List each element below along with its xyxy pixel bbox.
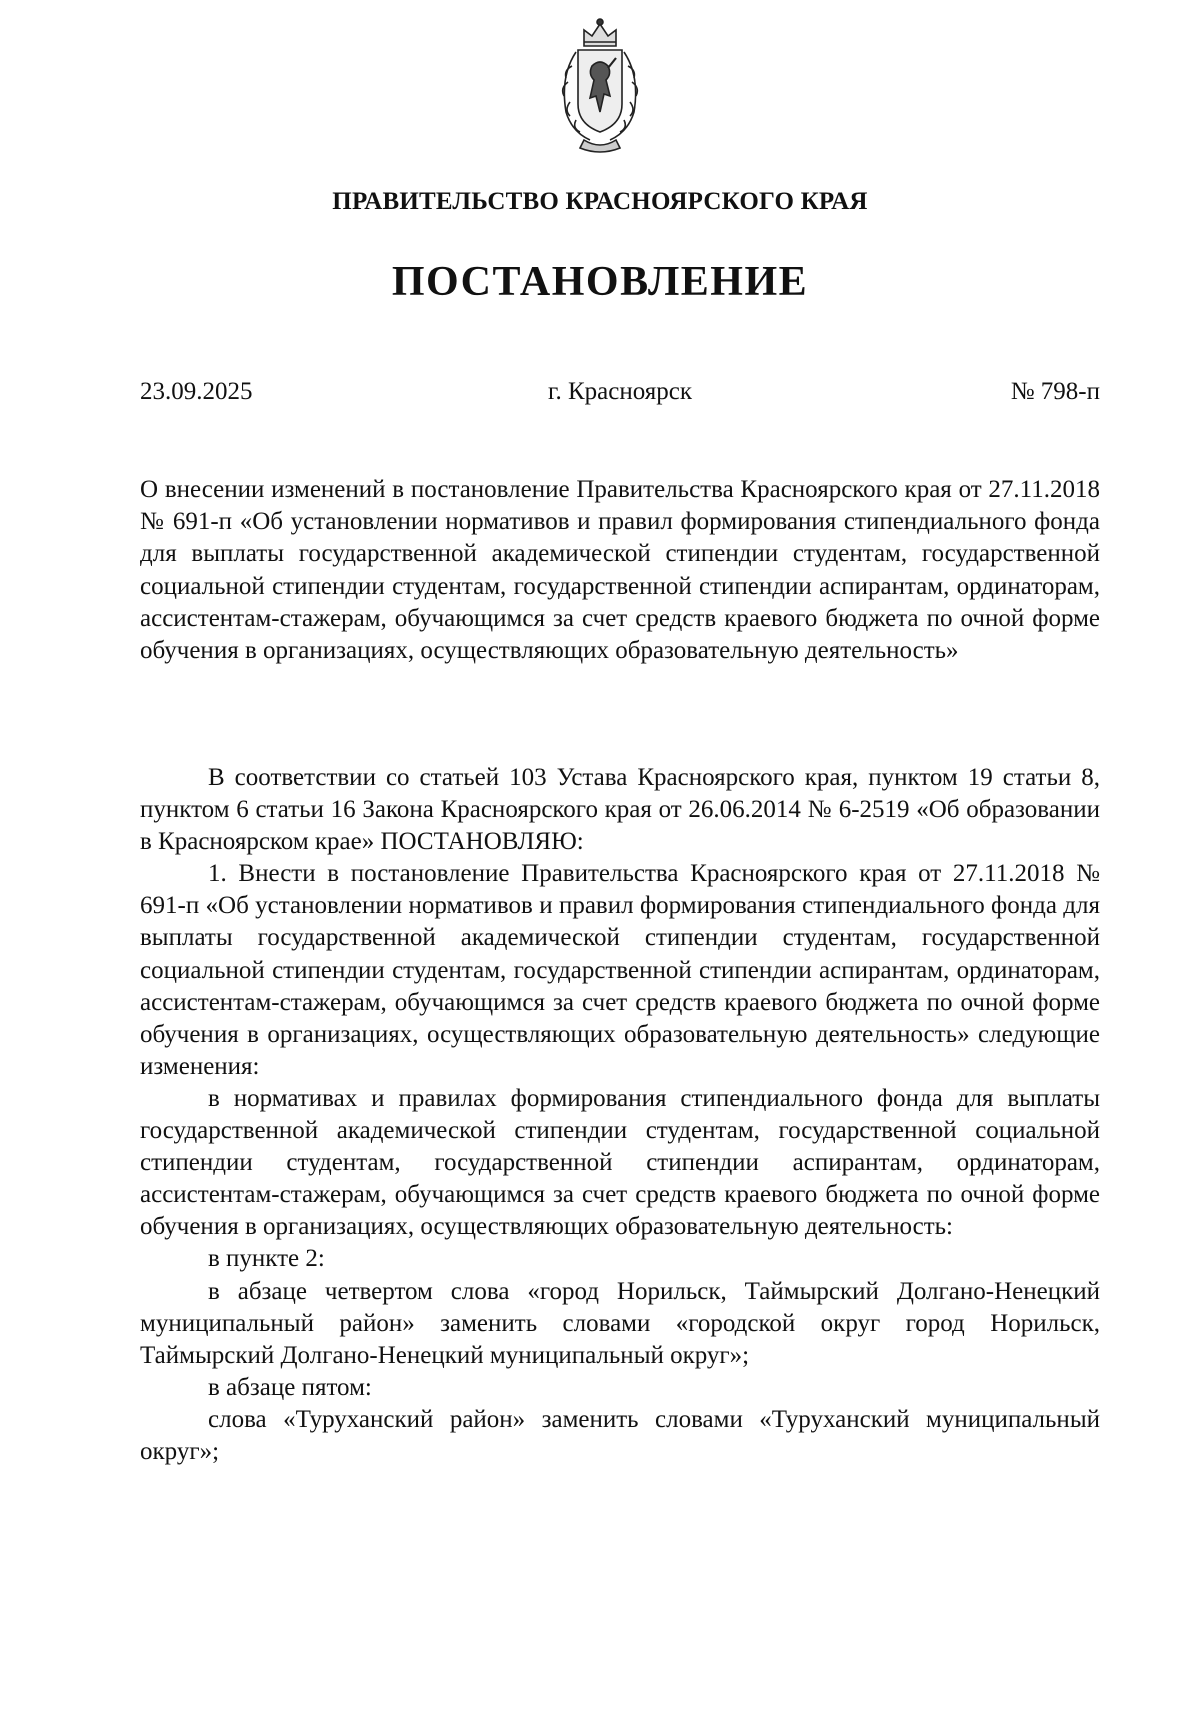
body-paragraph: слова «Туруханский район» заменить словами «Туруханский муниципальный округ»; xyxy=(140,1405,1100,1465)
document-title: О внесении изменений в постановление Правительства Красноярского края от 27.11.2018 № 691-п «Об установлении нормативов и правил формирования стипендиального фонда для выплаты государственной академической стипендии студентам, государственной социальной стипендии студентам, государственной стипендии аспирантам, ординаторам, ассистентам-стажерам, обучающимся за счет средств краевого бюджета по очной форме обучения в организациях, осуществляющих образовательную деятельность» xyxy=(140,476,1100,665)
document-body xyxy=(140,762,1100,1468)
organization-name: ПРАВИТЕЛЬСТВО КРАСНОЯРСКОГО КРАЯ xyxy=(332,188,868,215)
document-city: г. Красноярск xyxy=(548,378,692,405)
body-paragraph: В соответствии со статьей 103 Устава Красноярского края, пунктом 19 статьи 8, пунктом 6 статьи 16 Закона Красноярского края от 26.06.2014 № 6-2519 «Об образовании в Красноярском крае» ПОСТАНОВЛЯЮ: xyxy=(140,764,1100,856)
document-type-heading: ПОСТАНОВЛЕНИЕ xyxy=(391,259,809,305)
body-paragraph: в абзаце пятом: xyxy=(208,1373,372,1401)
body-paragraph: в абзаце четвертом слова «город Норильск, Таймырский Долгано-Ненецкий муниципальный район» заменить словами «городской округ город Норильск, Таймырский Долгано-Ненецкий муниципальный округ»; xyxy=(140,1277,1100,1369)
body-paragraph: в пункте 2: xyxy=(208,1245,325,1273)
document-number: № 798-п xyxy=(1010,378,1100,405)
krasnoyarsk-krai-coat-of-arms-icon xyxy=(550,16,650,156)
document-meta-line xyxy=(140,378,1100,412)
body-paragraph: в нормативах и правилах формирования стипендиального фонда для выплаты государственной академической стипендии студентам, государственной социальной стипендии студентам, государственной стипендии аспирантам, ординаторам, ассистентам-стажерам, обучающимся за счет средств краевого бюджета по очной форме обучения в организациях, осуществляющих образовательную деятельность: xyxy=(140,1084,1100,1241)
document-date: 23.09.2025 xyxy=(140,378,253,405)
body-paragraph: 1. Внести в постановление Правительства Красноярского края от 27.11.2018 № 691-п «Об установлении нормативов и правил формирования стипендиального фонда для выплаты государственной академической стипендии студентам, государственной социальной стипендии студентам, государственной стипендии аспирантам, ординаторам, ассистентам-стажерам, обучающимся за счет средств краевого бюджета по очной форме обучения в организациях, осуществляющих образовательную деятельность» следующие изменения: xyxy=(140,860,1100,1080)
